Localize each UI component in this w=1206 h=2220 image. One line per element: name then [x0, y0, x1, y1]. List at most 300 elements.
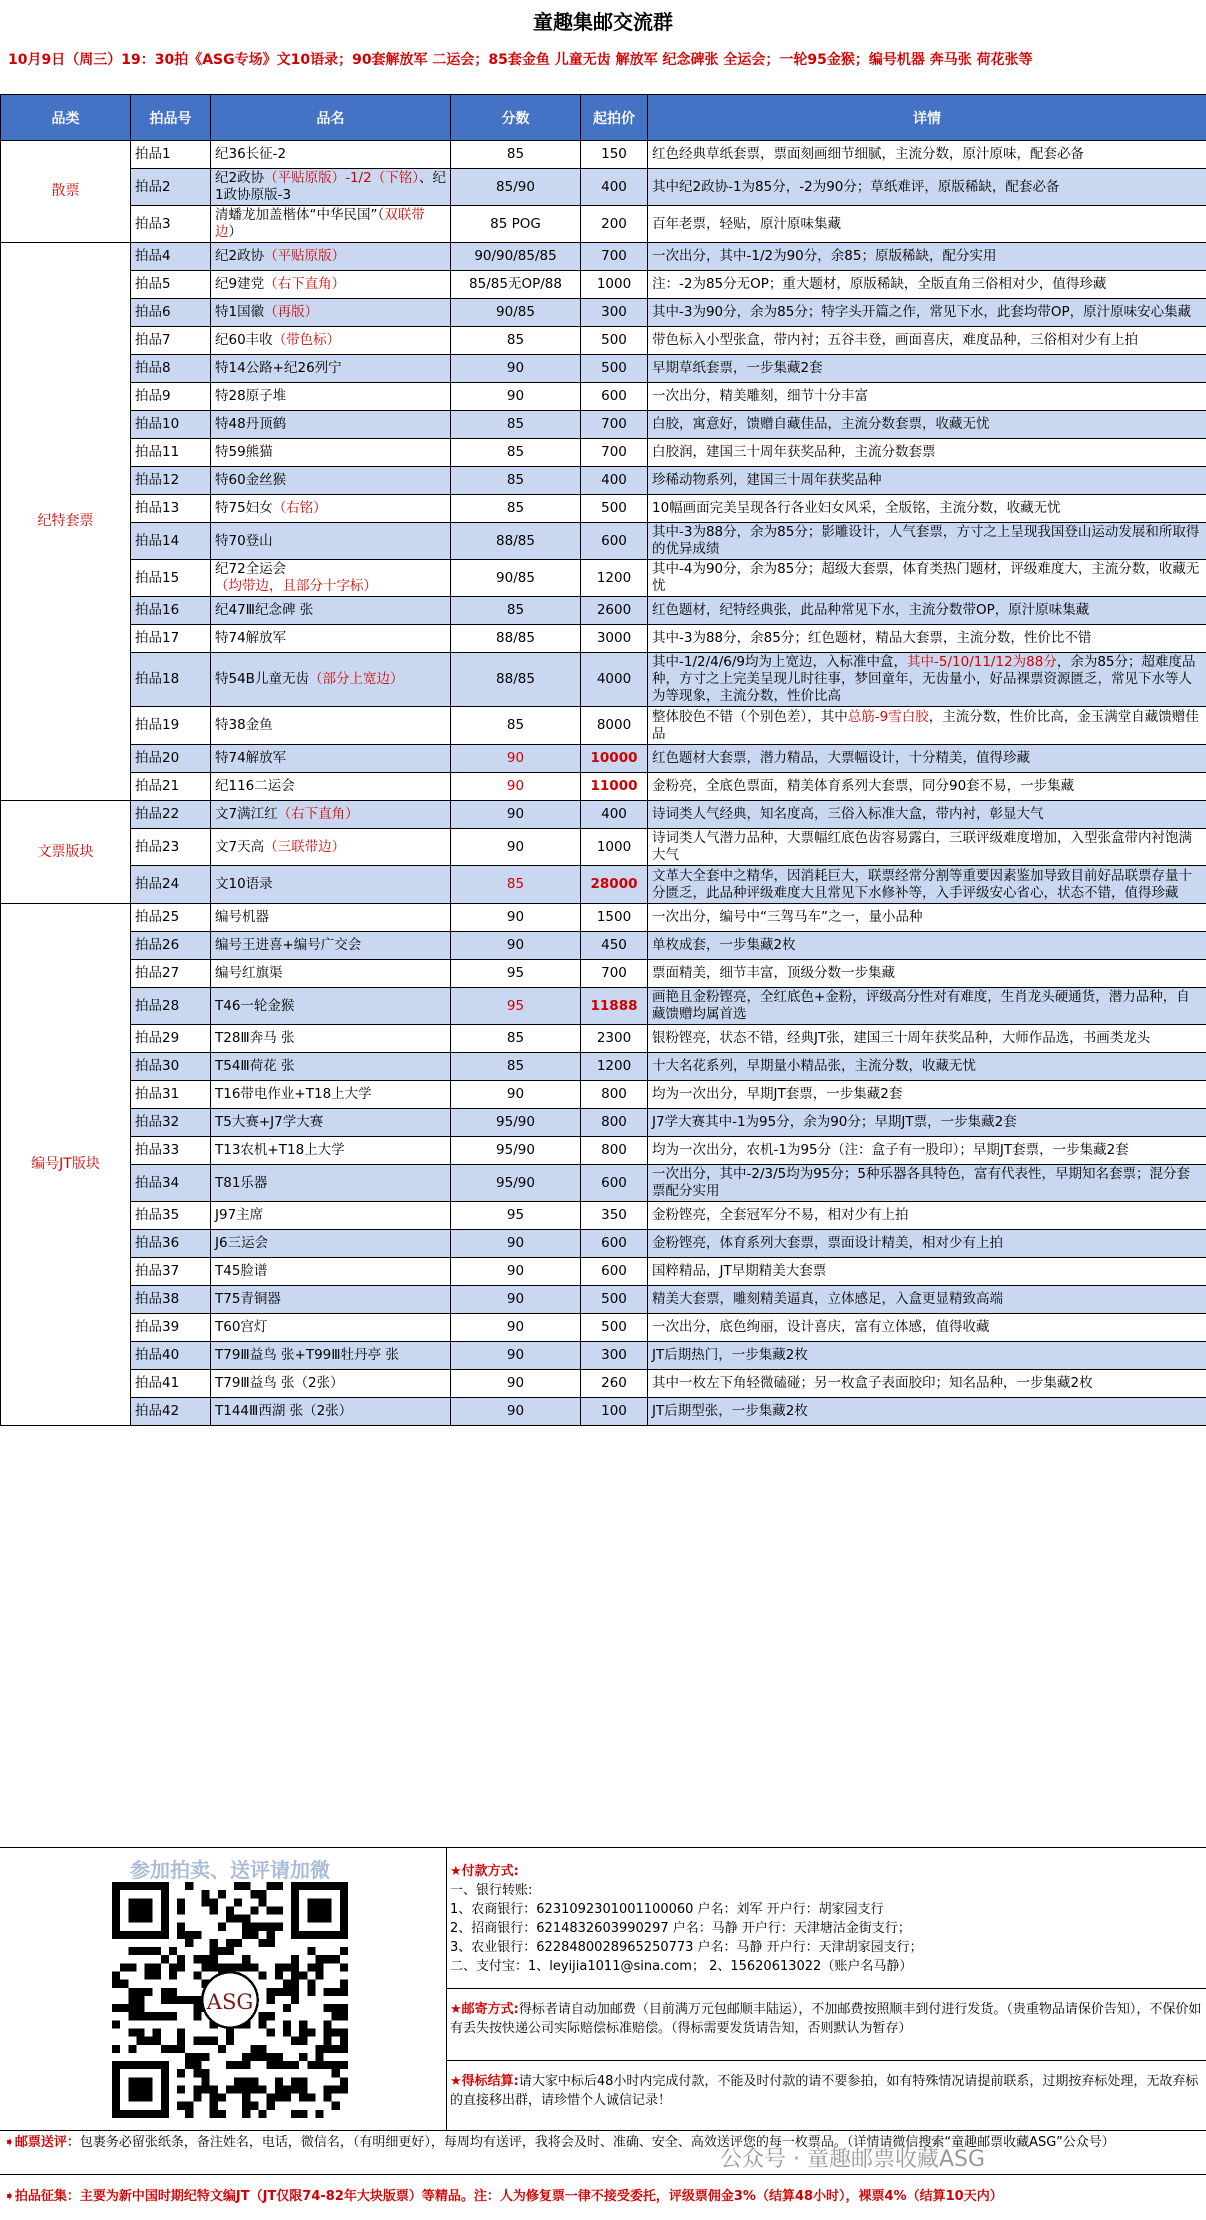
lot-number: 拍品7: [131, 327, 211, 355]
category-cell: 纪特套票: [1, 243, 131, 801]
lot-detail-text: 白胶润，建国三十周年获奖品种，主流分数套票: [652, 444, 936, 460]
payment-line: 1、农商银行：6231092301001100060 户名：刘军 开户行：胡家园支行: [450, 1900, 1200, 1919]
lot-name-text: 文10语录: [215, 876, 273, 892]
review-note: [4, 2134, 1202, 2152]
lot-number: 拍品24: [131, 866, 211, 904]
lot-detail: [648, 904, 1206, 932]
lot-detail: [648, 801, 1206, 829]
lot-name: [211, 1109, 451, 1137]
lot-name-text: 特48丹顶鹤: [215, 416, 286, 432]
category-cell: 编号JT版块: [1, 904, 131, 1426]
lot-name: [211, 745, 451, 773]
lot-name-note: （部分上宽边）: [309, 671, 404, 687]
lot-start-price: 800: [581, 1137, 648, 1165]
lot-detail-text: 均为一次出分，早期JT套票，一步集藏2套: [652, 1086, 902, 1102]
lot-score: 85: [451, 327, 581, 355]
table-row: [1, 169, 1206, 206]
lot-detail-text: 其中-3为88分，余为85分；影雕设计，人气套票，方寸之上呈现我国登山运动发展和所取得的优异成绩: [652, 524, 1199, 557]
lot-detail: [648, 829, 1206, 866]
lot-name-note: （三联带边）: [264, 839, 345, 855]
lot-detail-text: 票面精美，细节丰富，顶级分数一步集藏: [652, 965, 895, 981]
lot-detail-text: 金粉铿亮，全套冠军分不易，相对少有上拍: [652, 1207, 909, 1223]
lot-detail-text: 其中-1/2/4/6/9均为上宽边，入标准中盒，: [652, 654, 907, 670]
lot-detail-text: 银粉铿亮，状态不错，经典JT张，建国三十周年获奖品种，大师作品选，书画类龙头: [652, 1030, 1150, 1046]
lot-number: 拍品40: [131, 1342, 211, 1370]
table-row: [1, 829, 1206, 866]
lot-name-text: 特70登山: [215, 533, 273, 549]
table-row: [1, 141, 1206, 169]
header-score: 分数: [451, 95, 581, 141]
table-row: [1, 773, 1206, 801]
lot-name: [211, 467, 451, 495]
lot-detail: [648, 523, 1206, 560]
review-prefix: ➧邮票送评：: [4, 2135, 80, 2150]
lot-score: 90: [451, 1081, 581, 1109]
lot-score: 90: [451, 801, 581, 829]
qr-block: [100, 1850, 360, 2125]
lot-detail-tail: ，余为85分；超难度品种，方寸之上完美呈现儿时往事，梦回童年，无齿量小，好品裸票资源匮乏，常见下水等人为等现象，主流分数，性价比高: [652, 654, 1196, 704]
bidding-section: [450, 2072, 1202, 2110]
lot-detail: [648, 1137, 1206, 1165]
lot-start-price: 500: [581, 355, 648, 383]
table-row: [1, 1342, 1206, 1370]
lot-detail-text: 其中一枚左下角轻微磕碰；另一枚盒子表面胶印；知名品种，一步集藏2枚: [652, 1375, 1093, 1391]
lot-start-price: 300: [581, 1342, 648, 1370]
lot-start-price: 500: [581, 1314, 648, 1342]
lot-number: 拍品34: [131, 1165, 211, 1202]
lot-name: [211, 1314, 451, 1342]
lot-score: 95/90: [451, 1165, 581, 1202]
lot-name: [211, 597, 451, 625]
divider: [446, 1988, 1206, 1989]
lot-score: 88/85: [451, 625, 581, 653]
header-lot-no: 拍品号: [131, 95, 211, 141]
lot-detail: [648, 625, 1206, 653]
lot-name-text: T60宫灯: [215, 1319, 267, 1335]
lot-name-text: T144Ⅲ西湖 张（2张）: [215, 1403, 352, 1419]
lot-number: 拍品31: [131, 1081, 211, 1109]
lot-name: [211, 773, 451, 801]
lot-start-price: 1200: [581, 1053, 648, 1081]
mail-section: [450, 2000, 1202, 2038]
lot-name-text: 纪47Ⅲ纪念碑 张: [215, 602, 313, 618]
lot-name-text: 特59熊猫: [215, 444, 273, 460]
lot-score: 90/85: [451, 299, 581, 327]
lot-name: [211, 523, 451, 560]
table-row: [1, 523, 1206, 560]
lot-detail-text: 注：-2为85分无OP；重大题材，原版稀缺，全版直角三俗相对少，值得珍藏: [652, 276, 1106, 292]
lot-detail-text: 珍稀动物系列，建国三十周年获奖品种: [652, 472, 882, 488]
lot-name: [211, 960, 451, 988]
lot-name: [211, 829, 451, 866]
lot-start-price: 10000: [581, 745, 648, 773]
lot-start-price: 600: [581, 1230, 648, 1258]
lot-score: 90: [451, 1286, 581, 1314]
divider: [0, 2130, 1206, 2131]
payment-section: [450, 1862, 1200, 1976]
lot-name: [211, 495, 451, 523]
lot-start-price: 2600: [581, 597, 648, 625]
lot-score: 95/90: [451, 1137, 581, 1165]
lot-detail: [648, 745, 1206, 773]
lot-name-text: T5大赛+J7学大赛: [215, 1114, 323, 1130]
table-row: [1, 271, 1206, 299]
table-row: [1, 932, 1206, 960]
lot-start-price: 700: [581, 243, 648, 271]
lot-name: [211, 411, 451, 439]
table-row: [1, 467, 1206, 495]
lot-name-text: 纪9建党: [215, 276, 264, 292]
lot-name-text: T79Ⅲ益鸟 张+T99Ⅲ牡丹亭 张: [215, 1347, 399, 1363]
lot-detail-text: 10幅画面完美呈现各行各业妇女风采，全版铭，主流分数，收藏无忧: [652, 500, 1061, 516]
table-row: [1, 653, 1206, 707]
watermark: 公众号 · 童趣邮票收藏ASG: [720, 2142, 985, 2173]
lot-name-tail: ）: [229, 224, 243, 240]
lot-name: [211, 1286, 451, 1314]
lot-name-text: T45脸谱: [215, 1263, 267, 1279]
header-name: 品名: [211, 95, 451, 141]
lot-name-note: （右下直角）: [278, 806, 359, 822]
lot-detail: [648, 271, 1206, 299]
lot-name-text: 编号红旗渠: [215, 965, 283, 981]
lot-name-text: 纪2政协: [215, 248, 264, 264]
lot-score: 90: [451, 904, 581, 932]
lot-detail-text: 早期草纸套票，一步集藏2套: [652, 360, 823, 376]
table-row: [1, 866, 1206, 904]
lot-name: [211, 988, 451, 1025]
lot-number: 拍品4: [131, 243, 211, 271]
divider: [446, 2060, 1206, 2061]
footer-divider: [446, 1848, 447, 2130]
lot-name-note: （再版）: [264, 304, 318, 320]
divider: [0, 2174, 1206, 2175]
page-title: 童趣集邮交流群: [0, 0, 1206, 44]
lot-detail: [648, 141, 1206, 169]
lot-score: 85/85无OP/88: [451, 271, 581, 299]
lot-name-note: （带色标）: [273, 332, 341, 348]
lot-name: [211, 1081, 451, 1109]
lot-detail: [648, 299, 1206, 327]
lot-detail-text: 国粹精品，JT早期精美大套票: [652, 1263, 826, 1279]
lot-detail-text: 白胶，寓意好，馈赠自藏佳品，主流分数套票，收藏无忧: [652, 416, 990, 432]
lot-name-text: T28Ⅲ奔马 张: [215, 1030, 295, 1046]
lot-detail-text: 金粉亮，全底色票面，精美体育系列大套票，同分90套不易，一步集藏: [652, 778, 1074, 794]
lot-name-text: 特1国徽: [215, 304, 264, 320]
table-row: [1, 745, 1206, 773]
lot-name-text: T79Ⅲ益鸟 张（2张）: [215, 1375, 344, 1391]
lot-name-text: J6三运会: [215, 1235, 268, 1251]
lot-name: [211, 1137, 451, 1165]
lot-score: 85: [451, 1053, 581, 1081]
lot-detail: [648, 1053, 1206, 1081]
lot-score: 90: [451, 1314, 581, 1342]
bidding-heading: ★得标结算:: [450, 2074, 519, 2089]
lot-start-price: 700: [581, 960, 648, 988]
lot-start-price: 200: [581, 206, 648, 243]
lot-name-text: J97主席: [215, 1207, 263, 1223]
lot-score: 85: [451, 141, 581, 169]
lot-start-price: 400: [581, 801, 648, 829]
table-row: [1, 1286, 1206, 1314]
lot-name: [211, 560, 451, 597]
lot-number: 拍品29: [131, 1025, 211, 1053]
lot-name-note: （右下直角）: [264, 276, 345, 292]
lot-score: 88/85: [451, 523, 581, 560]
lot-detail: [648, 1202, 1206, 1230]
payment-line: 二、支付宝：1、leyijia1011@sina.com； 2、15620613022（账户名马静）: [450, 1957, 1200, 1976]
table-row: [1, 1314, 1206, 1342]
lot-start-price: 2300: [581, 1025, 648, 1053]
qr-seal: ASG: [206, 1989, 254, 2014]
lot-name-text: 清蟠龙加盖楷体“中华民国”（: [215, 207, 384, 223]
lot-number: 拍品18: [131, 653, 211, 707]
lot-detail: [648, 1314, 1206, 1342]
lot-score: 85: [451, 495, 581, 523]
table-row: [1, 1258, 1206, 1286]
header-category: 品类: [1, 95, 131, 141]
lot-name: [211, 1053, 451, 1081]
lot-detail: [648, 560, 1206, 597]
lot-name-tail: 、纪1政协原版-3: [215, 170, 446, 203]
table-row: [1, 625, 1206, 653]
lot-number: 拍品25: [131, 904, 211, 932]
lot-detail: [648, 1258, 1206, 1286]
lot-name-text: 特38金鱼: [215, 717, 273, 733]
lot-detail: [648, 773, 1206, 801]
lot-score: 85: [451, 597, 581, 625]
lot-start-price: 400: [581, 467, 648, 495]
lot-score: 85: [451, 707, 581, 745]
lot-detail: [648, 411, 1206, 439]
lot-score: 90/85: [451, 560, 581, 597]
table-row: [1, 327, 1206, 355]
lot-name: [211, 383, 451, 411]
lot-detail-text: 十大名花系列，早期量小精品张，主流分数，收藏无忧: [652, 1058, 976, 1074]
lot-score: 85: [451, 439, 581, 467]
lot-name-text: 纪116二运会: [215, 778, 295, 794]
payment-line: 一、银行转账:: [450, 1881, 1200, 1900]
table-row: [1, 439, 1206, 467]
table-row: [1, 707, 1206, 745]
lot-score: 85: [451, 866, 581, 904]
lot-score: 95: [451, 988, 581, 1025]
lot-name: [211, 243, 451, 271]
lot-name: [211, 141, 451, 169]
lot-start-price: 3000: [581, 625, 648, 653]
qr-code-icon: [112, 1882, 348, 2118]
table-row: [1, 988, 1206, 1025]
lot-detail-text: JT后期热门，一步集藏2枚: [652, 1347, 808, 1363]
lot-number: 拍品12: [131, 467, 211, 495]
lot-name: [211, 169, 451, 206]
table-row: [1, 1165, 1206, 1202]
lot-detail: [648, 1081, 1206, 1109]
table-row: [1, 904, 1206, 932]
lot-detail: [648, 1109, 1206, 1137]
lot-number: 拍品19: [131, 707, 211, 745]
lot-start-price: 600: [581, 383, 648, 411]
lot-start-price: 100: [581, 1398, 648, 1426]
lot-name-note: （平贴原版）-1/2（下铭）: [264, 170, 419, 186]
lot-score: 88/85: [451, 653, 581, 707]
lot-score: 90/90/85/85: [451, 243, 581, 271]
lot-detail-highlight: 其中-5/10/11/12为88分: [907, 654, 1057, 670]
lot-detail-text: 文革大全套中之精华，因消耗巨大，联票经常分割等重要因素鉴加导致目前好品联票存量十分匮乏，此品种评级难度大且常见下水修补等，入手评级安心省心，状态不错，值得珍藏: [652, 868, 1192, 901]
table-row: [1, 355, 1206, 383]
lot-detail: [648, 1165, 1206, 1202]
lot-detail: [648, 243, 1206, 271]
lot-number: 拍品27: [131, 960, 211, 988]
lot-number: 拍品10: [131, 411, 211, 439]
lot-name: [211, 439, 451, 467]
lot-detail: [648, 1230, 1206, 1258]
lot-start-price: 11000: [581, 773, 648, 801]
lot-score: 85 POG: [451, 206, 581, 243]
lot-number: 拍品15: [131, 560, 211, 597]
lot-name-text: T13农机+T18上大学: [215, 1142, 345, 1158]
lot-name-text: 特74解放军: [215, 630, 286, 646]
lot-name: [211, 1398, 451, 1426]
lot-name: [211, 1025, 451, 1053]
lot-detail-text: 红色题材，纪特经典张，此品种常见下水，主流分数带OP，原汁原味集藏: [652, 602, 1089, 618]
lot-number: 拍品36: [131, 1230, 211, 1258]
mail-text: 得标者请自动加邮费（目前满万元包邮顺丰陆运），不加邮费按照顺丰到付进行发货。（贵重物品请保价告知），不保价如有丢失按快递公司实际赔偿标准赔偿。（得标需要发货请告知，否则默认为暂存）: [450, 2002, 1201, 2036]
lot-score: 90: [451, 1398, 581, 1426]
lot-start-price: 11888: [581, 988, 648, 1025]
lot-detail: [648, 960, 1206, 988]
lot-start-price: 500: [581, 1286, 648, 1314]
table-row: [1, 495, 1206, 523]
lot-number: 拍品33: [131, 1137, 211, 1165]
lot-name: [211, 1165, 451, 1202]
category-cell: 文票版块: [1, 801, 131, 904]
lot-name-text: 纪60丰收: [215, 332, 273, 348]
lot-name-text: 编号王进喜+编号广交会: [215, 937, 361, 953]
table-row: [1, 1109, 1206, 1137]
lot-detail: [648, 206, 1206, 243]
lot-score: 90: [451, 1370, 581, 1398]
table-row: [1, 299, 1206, 327]
lot-number: 拍品37: [131, 1258, 211, 1286]
lot-number: 拍品32: [131, 1109, 211, 1137]
lot-detail-text: 带色标入小型张盒，带内衬；五谷丰登，画面喜庆，难度品种，三俗相对少有上拍: [652, 332, 1138, 348]
lot-name-text: 纪2政协: [215, 170, 264, 186]
lot-score: 90: [451, 355, 581, 383]
lot-detail: [648, 653, 1206, 707]
lot-score: 90: [451, 1230, 581, 1258]
table-row: [1, 1398, 1206, 1426]
table-row: [1, 206, 1206, 243]
lot-detail-text: 一次出分，其中-2/3/5均为95分；5种乐器各具特色，富有代表性，早期知名套票；混分套票配分实用: [652, 1166, 1190, 1199]
lot-name: [211, 1370, 451, 1398]
lot-number: 拍品5: [131, 271, 211, 299]
lot-detail: [648, 1286, 1206, 1314]
consign-note: ➧拍品征集：主要为新中国时期纪特文编JT（JT仅限74-82年大块版票）等精品。注：人为修复票一律不接受委托，评级票佣金3%（结算48小时），裸票4%（结算10天内）: [4, 2188, 1202, 2206]
lot-detail: [648, 866, 1206, 904]
lot-name: [211, 1342, 451, 1370]
lot-detail: [648, 988, 1206, 1025]
lot-detail-highlight: 总筋-9雪白胶: [848, 709, 929, 725]
lot-name: [211, 327, 451, 355]
lot-number: 拍品38: [131, 1286, 211, 1314]
lot-name-text: 特75妇女: [215, 500, 273, 516]
lot-number: 拍品26: [131, 932, 211, 960]
lot-start-price: 1500: [581, 904, 648, 932]
lot-start-price: 700: [581, 439, 648, 467]
lot-name: [211, 355, 451, 383]
lot-name: [211, 866, 451, 904]
table-row: [1, 1202, 1206, 1230]
lot-number: 拍品16: [131, 597, 211, 625]
lot-number: 拍品1: [131, 141, 211, 169]
auction-table: [0, 94, 1206, 1426]
lot-detail-text: 诗词类人气潜力品种，大票幅红底色齿容易露白，三联评级难度增加，入型张盒带内衬饱满大气: [652, 830, 1192, 863]
table-row: [1, 383, 1206, 411]
lot-detail-text: 百年老票，轻贴，原汁原味集藏: [652, 216, 841, 232]
table-row: [1, 243, 1206, 271]
lot-detail-text: 单枚成套，一步集藏2枚: [652, 937, 796, 953]
lot-detail-text: 一次出分，编号中“三驾马车”之一，量小品种: [652, 909, 923, 925]
lot-start-price: 1200: [581, 560, 648, 597]
lot-name-note: （右铭）: [273, 500, 327, 516]
lot-score: 90: [451, 745, 581, 773]
table-row: [1, 411, 1206, 439]
lot-number: 拍品22: [131, 801, 211, 829]
table-row: [1, 1370, 1206, 1398]
lot-detail: [648, 1025, 1206, 1053]
lot-name: [211, 206, 451, 243]
table-row: [1, 560, 1206, 597]
lot-number: 拍品35: [131, 1202, 211, 1230]
lot-detail-text: 其中-3为90分，余为85分；特字头开篇之作，常见下水，此套均带OP，原汁原味安心集藏: [652, 304, 1191, 320]
lot-detail: [648, 355, 1206, 383]
lot-detail: [648, 1342, 1206, 1370]
lot-detail-text: 红色经典草纸套票，票面刻画细节细腻，主流分数，原汁原味，配套必备: [652, 146, 1084, 162]
lot-score: 85: [451, 411, 581, 439]
lot-number: 拍品6: [131, 299, 211, 327]
lot-detail: [648, 1398, 1206, 1426]
lot-name: [211, 299, 451, 327]
lot-start-price: 500: [581, 495, 648, 523]
lot-detail-text: 一次出分，精美雕刻，细节十分丰富: [652, 388, 868, 404]
lot-start-price: 600: [581, 1258, 648, 1286]
lot-score: 90: [451, 1342, 581, 1370]
lot-number: 拍品3: [131, 206, 211, 243]
lot-detail: [648, 327, 1206, 355]
lot-name-note: （均带边，且部分十字标）: [215, 578, 377, 594]
lot-start-price: 150: [581, 141, 648, 169]
lot-number: 拍品2: [131, 169, 211, 206]
lot-detail: [648, 932, 1206, 960]
lot-name-text: 特28原子堆: [215, 388, 286, 404]
lot-name: [211, 1202, 451, 1230]
table-row: [1, 1230, 1206, 1258]
footer: [0, 1847, 1206, 2220]
lot-name: [211, 1258, 451, 1286]
lot-start-price: 500: [581, 327, 648, 355]
lot-score: 85/90: [451, 169, 581, 206]
lot-number: 拍品23: [131, 829, 211, 866]
lot-detail: [648, 495, 1206, 523]
lot-name-note: （平贴原版）: [264, 248, 345, 264]
review-text: 包裹务必留张纸条，备注姓名，电话，微信名，（有明细更好），每周均有送评，我将会及时、准确、安全、高效送评您的每一枚票品。（详情请微信搜索“童趣邮票收藏ASG”公众号）: [80, 2135, 1115, 2150]
lot-detail-text: JT后期型张，一步集藏2枚: [652, 1403, 808, 1419]
lot-name-note: 双联带边: [215, 207, 425, 240]
lot-name-text: 文7满江红: [215, 806, 278, 822]
lot-number: 拍品30: [131, 1053, 211, 1081]
lot-name-text: T81乐器: [215, 1175, 267, 1191]
lot-name-text: 纪72全运会: [215, 561, 286, 577]
